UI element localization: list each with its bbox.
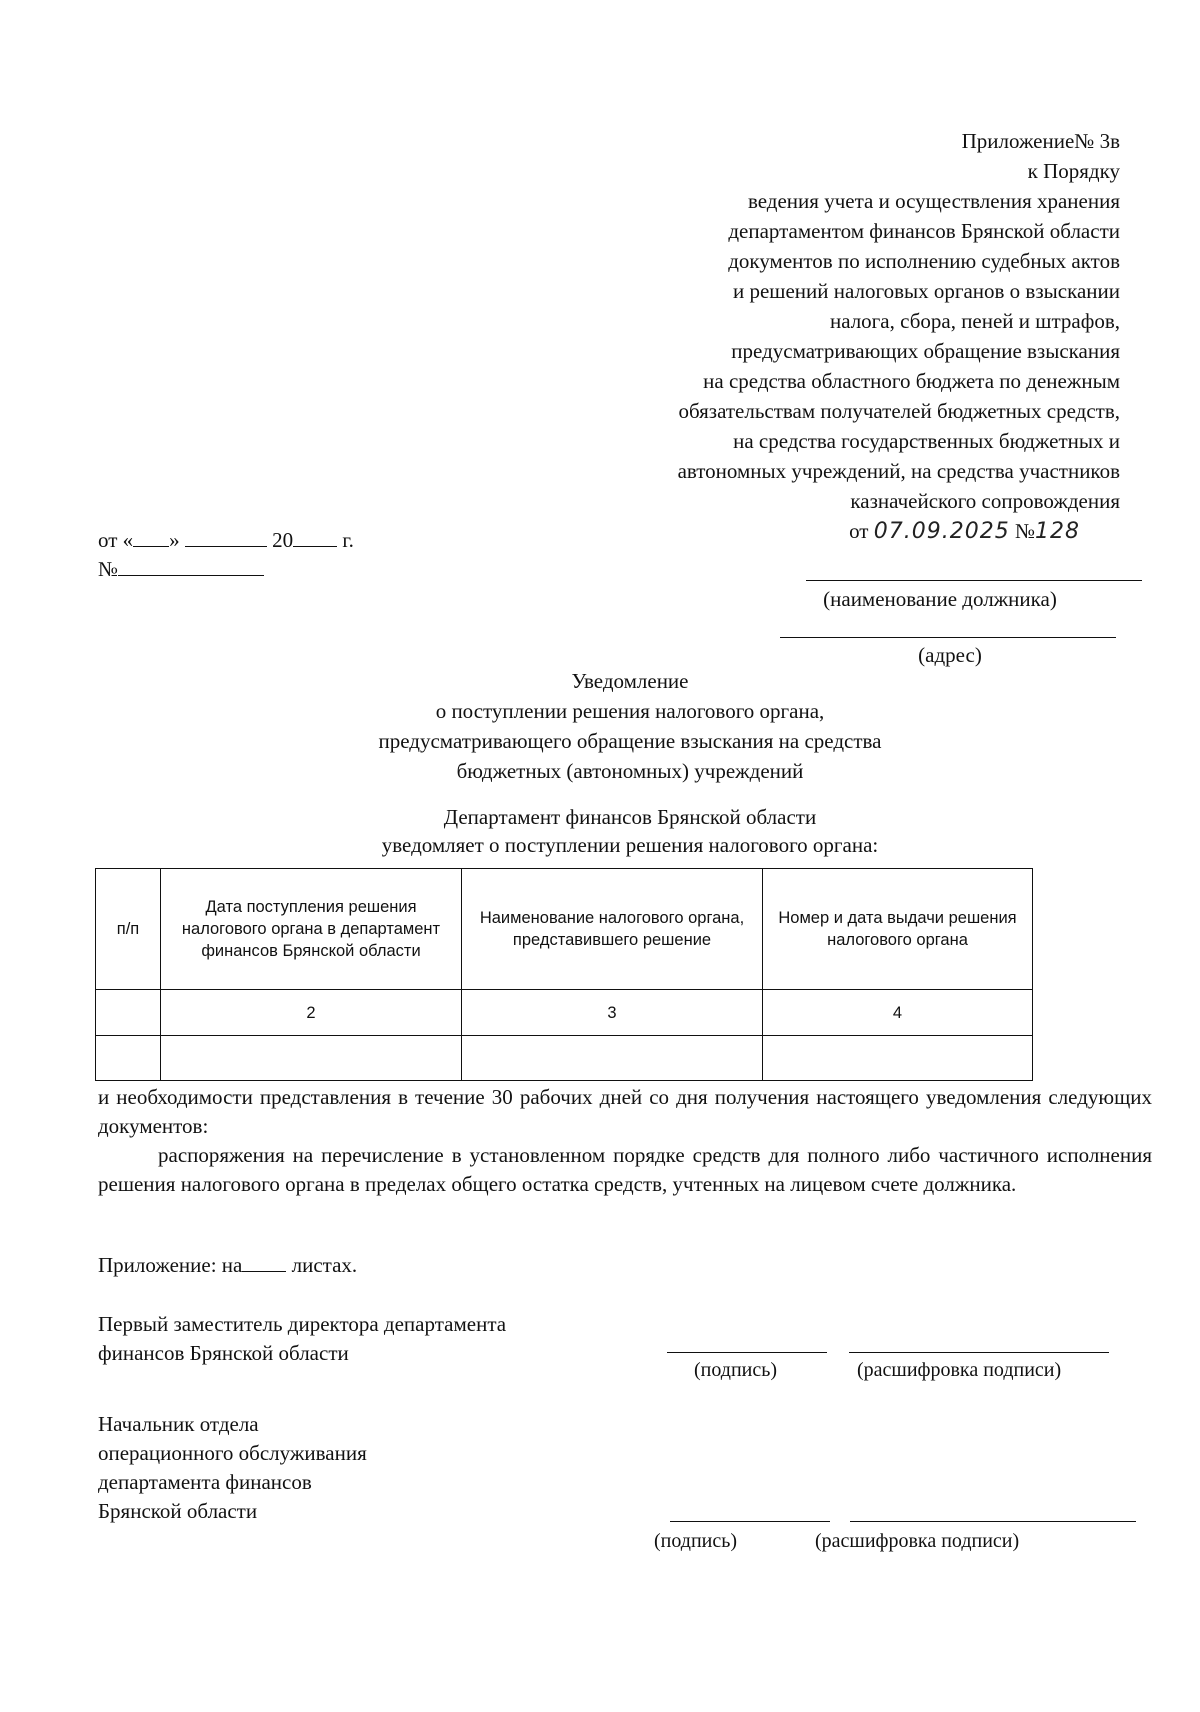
debtor-name-line[interactable] [806,580,1142,581]
table-cell[interactable] [161,1036,462,1081]
appendix-order-ref [678,516,1120,547]
col-header-index: п/п [96,869,161,990]
address-caption: (адрес) [918,643,982,667]
title-line: предусматривающего обращение взыскания на средства [378,729,882,753]
table-cell: 2 [161,990,462,1036]
title-line: бюджетных (автономных) учреждений [456,759,804,783]
signer1-decode-line[interactable] [849,1352,1109,1353]
appendix-line: ведения учета и осуществления хранения [747,189,1120,213]
notification-title [190,666,1070,786]
signer1-sign-caption: (подпись) [694,1359,778,1381]
table-cell[interactable] [462,1036,763,1081]
day-blank[interactable] [133,528,169,547]
appendix-line: документов по исполнению судебных актов [728,249,1120,273]
debtor-name-caption: (наименование должника) [823,587,1057,611]
number-blank[interactable] [118,557,264,576]
handwritten-number: 128 [1035,519,1080,544]
table-header-row [96,869,1033,990]
signer2-sign-caption: (подпись) [654,1530,738,1552]
department-statement [190,803,1070,859]
number-field: № [98,557,264,582]
title-line: о поступлении решения налогового органа, [435,699,825,723]
sheets-blank[interactable] [242,1253,286,1272]
handwritten-date: 07.09.2025 [873,519,1010,544]
month-blank[interactable] [185,528,267,547]
appendix-line: на средства областного бюджета по денежным [703,369,1120,393]
table-cell [96,990,161,1036]
table-cell: 3 [462,990,763,1036]
appendix-line: и решений налоговых органов о взыскании [732,279,1120,303]
signer2-decode-caption: (расшифровка подписи) [815,1530,1020,1552]
dept-line: уведомляет о поступлении решения налогового органа: [381,833,879,857]
attachment-line: Приложение: на листах. [98,1253,358,1277]
signer2-decode-line[interactable] [850,1521,1136,1522]
title-line: Уведомление [571,669,689,693]
appendix-line: налога, сбора, пеней и штрафов, [829,309,1120,333]
col-header-decision: Номер и дата выдачи решения налогового органа [763,869,1033,990]
signer1-title: Первый заместитель директора департамента финансов Брянской области [98,1312,507,1365]
col-header-date: Дата поступления решения налогового органа в департамент финансов Брянской области [161,869,462,990]
notification-table [95,868,1033,1081]
appendix-number-label: № [1014,519,1035,543]
appendix-line: предусматривающих обращение взыскания [731,339,1120,363]
signer1-signature-line[interactable] [667,1352,827,1353]
date-field: от « » 20 г. [98,528,354,552]
table-cell[interactable] [96,1036,161,1081]
body-paragraph-1: и необходимости представления в течение 30 рабочих дней со дня получения настоящего уведомления следующих документов: [98,1085,1152,1138]
appendix-line: казначейского сопровождения [850,489,1120,513]
table-cell: 4 [763,990,1033,1036]
appendix-line: Приложение№ 3в [961,129,1120,153]
year-blank[interactable] [293,528,337,547]
table-cell[interactable] [763,1036,1033,1081]
signer1-decode-caption: (расшифровка подписи) [857,1359,1062,1381]
appendix-header [678,126,1120,547]
signer2-title: Начальник отдела операционного обслуживания департамента финансов Брянской области [98,1412,367,1523]
table-number-row [96,990,1033,1036]
body-paragraph-2: распоряжения на перечисление в установленном порядке средств для полного либо частичного исполнения решения налогового органа в пределах общего остатка средств, учтенных на лицевом счете должника. [98,1143,1152,1196]
appendix-line: обязательствам получателей бюджетных средств, [678,399,1120,423]
dept-line: Департамент финансов Брянской области [443,805,817,829]
signer2-signature-line[interactable] [670,1521,830,1522]
appendix-line: департаментом финансов Брянской области [728,219,1120,243]
col-header-authority: Наименование налогового органа, представившего решение [462,869,763,990]
address-line[interactable] [780,637,1116,638]
appendix-line: автономных учреждений, на средства участников [677,459,1120,483]
appendix-line: на средства государственных бюджетных и [733,429,1120,453]
appendix-from-label: от [849,519,869,543]
table-row[interactable] [96,1036,1033,1081]
appendix-line: к Порядку [1027,159,1120,183]
